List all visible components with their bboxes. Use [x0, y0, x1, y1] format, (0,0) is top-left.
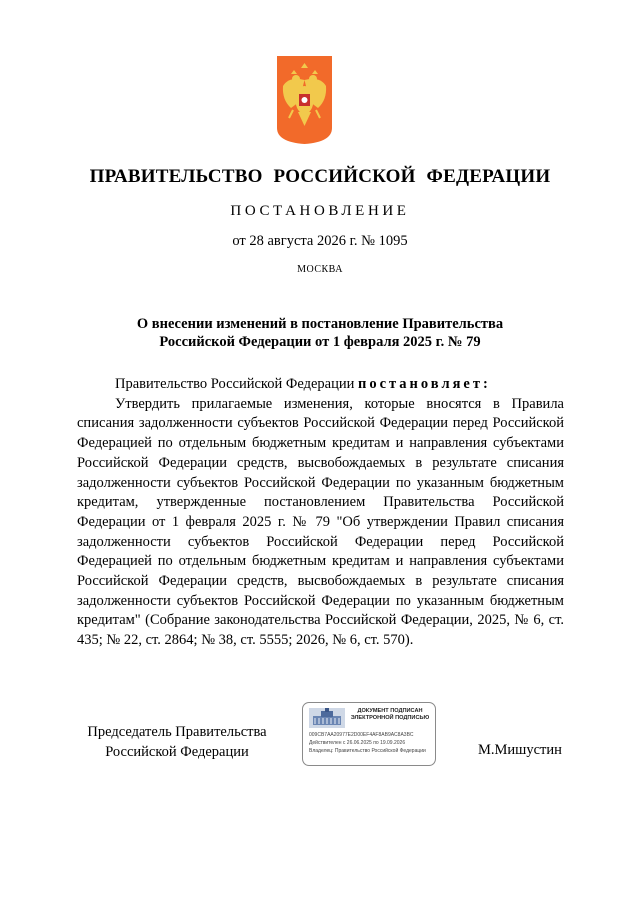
- subject-line-1: О внесении изменений в постановление Правительства: [136, 316, 504, 332]
- signer-role-line-1: Председатель Правительства: [87, 724, 267, 740]
- signer-role: [77, 723, 277, 762]
- stamp-validity: Действителен с 26.06.2025 по 19.09.2026: [309, 740, 406, 746]
- resolution-paragraph: Утвердить прилагаемые изменения, которые вносятся в Правила списания задолженности субъектов Российской Федерации перед Российской Федерацией по отдельным бюджетным кредитам и направления субъектами Российской Федерации средств, высвобождаемых в результате списания задолженности субъектов Российской Федерации по указанным бюджетным кредитам, утвержденные постановлением Правительства Российской Федерации от 1 февраля 2025 г. № 79 "Об утверждении Правил списания задолженности субъектов Российской Федерации перед Российской Федерацией по отдельным бюджетным кредитам и направления субъектами Российской Федерации средств, высвобождаемых в результате списания задолженности субъектов Российской Федерации по указанным бюджетным кредитам" (Собрание законодательства Российской Федерации, 2025, № 6, ст. 435; № 22, ст. 2864; № 38, ст. 5555; 2026, № 6, ст. 570).: [77, 395, 564, 649]
- government-building-icon: [309, 708, 345, 728]
- resolution-keyword: постановляет:: [357, 376, 491, 392]
- government-title: ПРАВИТЕЛЬСТВО РОССИЙСКОЙ ФЕДЕРАЦИИ: [89, 166, 551, 187]
- document-city: МОСКВА: [297, 264, 343, 275]
- stamp-heading: [347, 708, 433, 722]
- subject-line-2: Российской Федерации от 1 февраля 2025 г. № 79: [159, 334, 481, 350]
- stamp-heading-line-2: ЭЛЕКТРОННОЙ ПОДПИСЬЮ: [350, 714, 430, 721]
- document-body: [77, 375, 564, 651]
- document-date-number: от 28 августа 2026 г. № 1095: [232, 233, 408, 249]
- electronic-signature-stamp: [302, 702, 436, 766]
- stamp-owner: Владелец: Правительство Российской Федерации: [309, 748, 426, 754]
- resolution-intro: [77, 375, 564, 395]
- signer-role-line-2: Российской Федерации: [105, 743, 249, 760]
- stamp-serial: 009CB7AA20977E2D00EF4AF8AB9AC8A3BC: [309, 732, 414, 738]
- signer-name: М.Мишустин: [478, 742, 562, 758]
- russian-coat-of-arms-icon: [277, 56, 332, 144]
- resolution-intro-text: Правительство Российской Федерации: [115, 376, 358, 392]
- document-subject: [100, 315, 540, 351]
- stamp-heading-line-1: ДОКУМЕНТ ПОДПИСАН: [357, 708, 423, 714]
- document-type: ПОСТАНОВЛЕНИЕ: [230, 203, 410, 219]
